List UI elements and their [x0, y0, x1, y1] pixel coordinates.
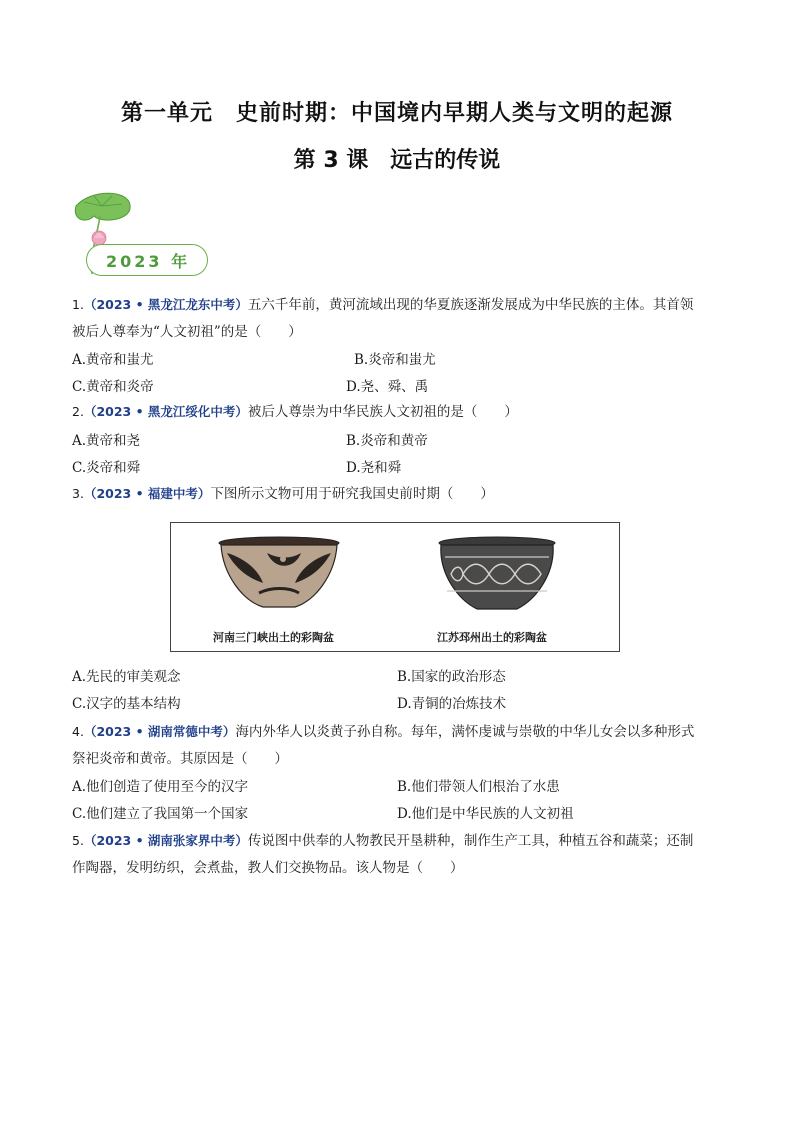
- question-source: （2023 • 福建中考）: [83, 486, 211, 501]
- option-b: B.他们带领人们根治了水患: [397, 779, 560, 795]
- question-5: [72, 827, 732, 882]
- question-number: 1.: [72, 297, 84, 312]
- question-stem: 五六千年前，黄河流域出现的华夏族逐渐发展成为中华民族的主体。其首领: [247, 297, 694, 313]
- option-b: B.炎帝和黄帝: [346, 433, 428, 449]
- option-c: C.汉字的基本结构: [72, 696, 181, 712]
- option-d: D.尧、舜、禹: [346, 379, 429, 395]
- painted-pottery-basins-image: [171, 523, 619, 627]
- option-a: A.先民的审美观念: [72, 669, 181, 685]
- question-stem: 传说图中供奉的人物教民开垦耕种，制作生产工具，种植五谷和蔬菜；还制: [247, 833, 694, 849]
- question-4: [72, 718, 732, 773]
- question-source: （2023 • 湖南张家界中考）: [83, 833, 248, 848]
- question-2: [72, 398, 732, 426]
- question-stem-cont: 被后人尊奉为“人文初祖”的是（ ）: [72, 324, 302, 340]
- option-a: A.他们创造了使用至今的汉字: [72, 779, 249, 795]
- question-source: （2023 • 黑龙江龙东中考）: [83, 297, 248, 312]
- year-badge: [72, 192, 212, 282]
- unit-title: 第一单元 史前时期：中国境内早期人类与文明的起源: [120, 101, 673, 126]
- year-badge-label: 2023 年: [106, 252, 191, 271]
- pottery-figure: [170, 522, 620, 652]
- lesson-title: 第 3 课 远古的传说: [293, 148, 501, 173]
- option-b: B.国家的政治形态: [397, 669, 506, 685]
- question-source: （2023 • 黑龙江绥化中考）: [83, 404, 248, 419]
- question-stem-cont: 作陶器，发明纺织，会煮盐，教人们交换物品。该人物是（ ）: [72, 860, 464, 876]
- question-stem: 被后人尊崇为中华民族人文初祖的是（ ）: [247, 404, 518, 420]
- question-number: 3.: [72, 486, 84, 501]
- option-c: C.炎帝和舜: [72, 460, 141, 476]
- question-1: [72, 291, 732, 346]
- figure-caption-right: 江苏邳州出土的彩陶盆: [437, 631, 547, 644]
- option-c: C.黄帝和炎帝: [72, 379, 154, 395]
- question-stem-cont: 祭祀炎帝和黄帝。其原因是（ ）: [72, 751, 288, 767]
- option-a: A.黄帝和蚩尤: [72, 352, 154, 368]
- question-source: （2023 • 湖南常德中考）: [83, 724, 236, 739]
- question-number: 4.: [72, 724, 84, 739]
- pizhou-basin-icon: [439, 537, 555, 609]
- option-d: D.他们是中华民族的人文初祖: [397, 806, 574, 822]
- option-d: D.青铜的冶炼技术: [397, 696, 507, 712]
- question-3: [72, 480, 732, 508]
- question-stem: 海内外华人以炎黄子孙自称。每年，满怀虔诚与崇敬的中华儿女会以多种形式: [235, 724, 695, 740]
- option-d: D.尧和舜: [346, 460, 402, 476]
- question-number: 5.: [72, 833, 84, 848]
- sanmenxia-basin-icon: [219, 537, 339, 607]
- option-a: A.黄帝和尧: [72, 433, 141, 449]
- question-stem: 下图所示文物可用于研究我国史前时期（ ）: [210, 486, 494, 502]
- question-number: 2.: [72, 404, 84, 419]
- figure-caption-left: 河南三门峡出土的彩陶盆: [213, 631, 334, 644]
- option-b: B.炎帝和蚩尤: [354, 352, 436, 368]
- option-c: C.他们建立了我国第一个国家: [72, 806, 249, 822]
